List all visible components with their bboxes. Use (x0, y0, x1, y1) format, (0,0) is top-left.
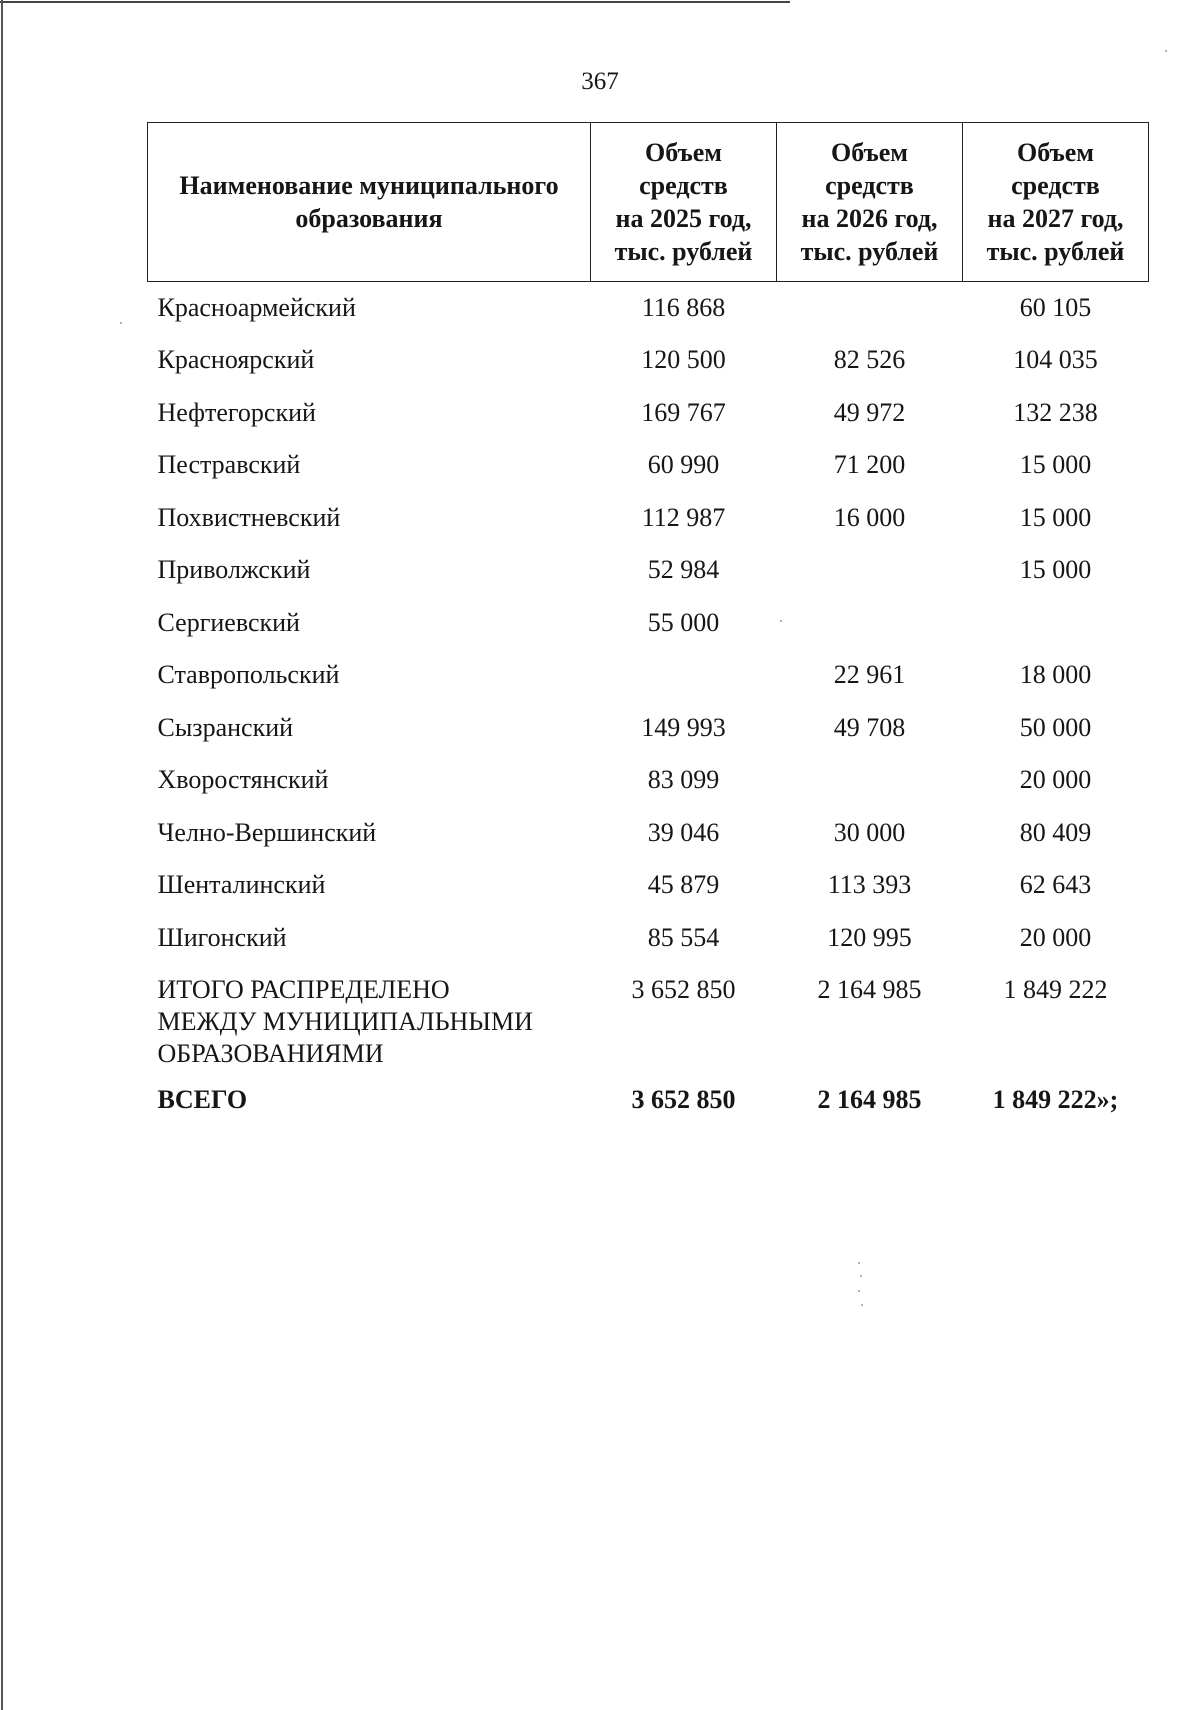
value-2027: 50 000 (1019, 712, 1092, 742)
grand-total-2025: 3 652 850 (631, 1085, 736, 1114)
header-line: на 2025 год, (615, 204, 752, 233)
header-line: образования (295, 204, 443, 233)
table-row (148, 597, 1149, 650)
header-volume-2027 (963, 123, 1149, 282)
value-2026: 49 708 (833, 712, 906, 742)
table-row (148, 807, 1149, 860)
value-2025: 45 879 (647, 870, 720, 899)
total-distributed-2025: 3 652 850 (631, 975, 736, 1004)
header-line: тыс. рублей (614, 237, 753, 266)
value-2027: 20 000 (1019, 922, 1092, 952)
value-2027: 15 000 (1019, 502, 1092, 532)
table-header-row (148, 123, 1149, 282)
header-line: средств (825, 171, 914, 200)
municipality-name: Хворостянский (157, 765, 329, 794)
value-2027: 132 238 (1013, 397, 1098, 427)
municipality-name: Приволжский (157, 555, 311, 584)
header-line: Объем (831, 138, 908, 167)
municipality-name: Сызранский (157, 712, 294, 742)
value-2027 (963, 597, 1149, 650)
value-2027: 62 643 (1019, 870, 1092, 899)
value-2026: 49 972 (833, 397, 906, 427)
value-2025: 149 993 (641, 712, 726, 742)
value-2026 (777, 597, 963, 650)
value-2025: 83 099 (647, 765, 720, 794)
table-row (148, 544, 1149, 597)
value-2026 (777, 544, 963, 597)
header-line: средств (639, 171, 728, 200)
value-2026: 22 961 (833, 660, 906, 689)
value-2025: 39 046 (647, 817, 720, 847)
funding-table (147, 122, 1149, 1116)
municipality-name: Челно-Вершинский (157, 817, 377, 847)
scan-edge-top (0, 1, 790, 3)
value-2025 (591, 649, 777, 702)
value-2025: 120 500 (641, 345, 726, 374)
value-2026: 82 526 (833, 345, 906, 374)
grand-total-2026: 2 164 985 (817, 1085, 922, 1114)
header-line: тыс. рублей (800, 237, 939, 266)
value-2026 (777, 282, 963, 335)
value-2027: 18 000 (1019, 660, 1092, 689)
header-volume-2025 (591, 123, 777, 282)
total-distributed-label: ИТОГО РАСПРЕДЕЛЕНО МЕЖДУ МУНИЦИПАЛЬНЫМИ ОБРАЗОВАНИЯМИ (157, 975, 533, 1068)
table-row (148, 492, 1149, 545)
value-2026: 120 995 (827, 922, 912, 952)
grand-total-row (148, 1080, 1149, 1116)
value-2027: 104 035 (1013, 345, 1098, 374)
value-2026: 16 000 (833, 502, 906, 532)
value-2026: 71 200 (833, 450, 906, 479)
value-2026: 30 000 (833, 817, 906, 847)
table-row (148, 912, 1149, 965)
municipality-name: Похвистневский (157, 502, 341, 532)
value-2026 (777, 754, 963, 807)
header-line: тыс. рублей (986, 237, 1125, 266)
value-2025: 52 984 (647, 555, 720, 584)
table-row (148, 859, 1149, 912)
header-line: Объем (1017, 138, 1094, 167)
total-distributed-2027: 1 849 222 (1003, 975, 1108, 1004)
municipality-name: Шигонский (157, 922, 287, 952)
municipality-name: Шенталинский (157, 870, 326, 899)
header-line: средств (1011, 171, 1100, 200)
total-distributed-2026: 2 164 985 (817, 975, 922, 1004)
page-number: 367 (581, 68, 619, 95)
value-2027: 15 000 (1019, 555, 1092, 584)
total-distributed-row (148, 964, 1149, 1080)
municipality-name: Красноармейский (157, 293, 356, 322)
table-row (148, 649, 1149, 702)
municipality-name: Пестравский (157, 450, 301, 479)
table-row (148, 387, 1149, 440)
header-line: Объем (645, 138, 722, 167)
value-2025: 112 987 (641, 502, 726, 532)
value-2025: 55 000 (647, 607, 720, 637)
header-volume-2026 (777, 123, 963, 282)
scan-edge-left (1, 0, 3, 1710)
table-row (148, 282, 1149, 335)
value-2025: 85 554 (647, 922, 720, 952)
table-row (148, 754, 1149, 807)
header-municipality (148, 123, 591, 282)
header-line: на 2026 год, (801, 204, 938, 233)
table-row (148, 334, 1149, 387)
value-2027: 20 000 (1019, 765, 1092, 794)
value-2025: 169 767 (641, 397, 726, 427)
municipality-name: Красноярский (157, 345, 315, 374)
table-row (148, 702, 1149, 755)
header-line: Наименование муниципального (179, 171, 559, 200)
value-2026: 113 393 (827, 870, 912, 899)
municipality-name: Нефтегорский (157, 397, 316, 427)
header-line: на 2027 год, (987, 204, 1124, 233)
value-2025: 116 868 (641, 293, 726, 322)
municipality-name: Сергиевский (157, 607, 300, 637)
grand-total-label: ВСЕГО (157, 1085, 248, 1114)
grand-total-2027: 1 849 222»; (992, 1085, 1119, 1114)
value-2027: 15 000 (1019, 450, 1092, 479)
value-2027: 60 105 (1019, 293, 1092, 322)
municipality-name: Ставропольский (157, 660, 340, 689)
value-2025: 60 990 (647, 450, 720, 479)
table-row (148, 439, 1149, 492)
value-2027: 80 409 (1019, 817, 1092, 847)
